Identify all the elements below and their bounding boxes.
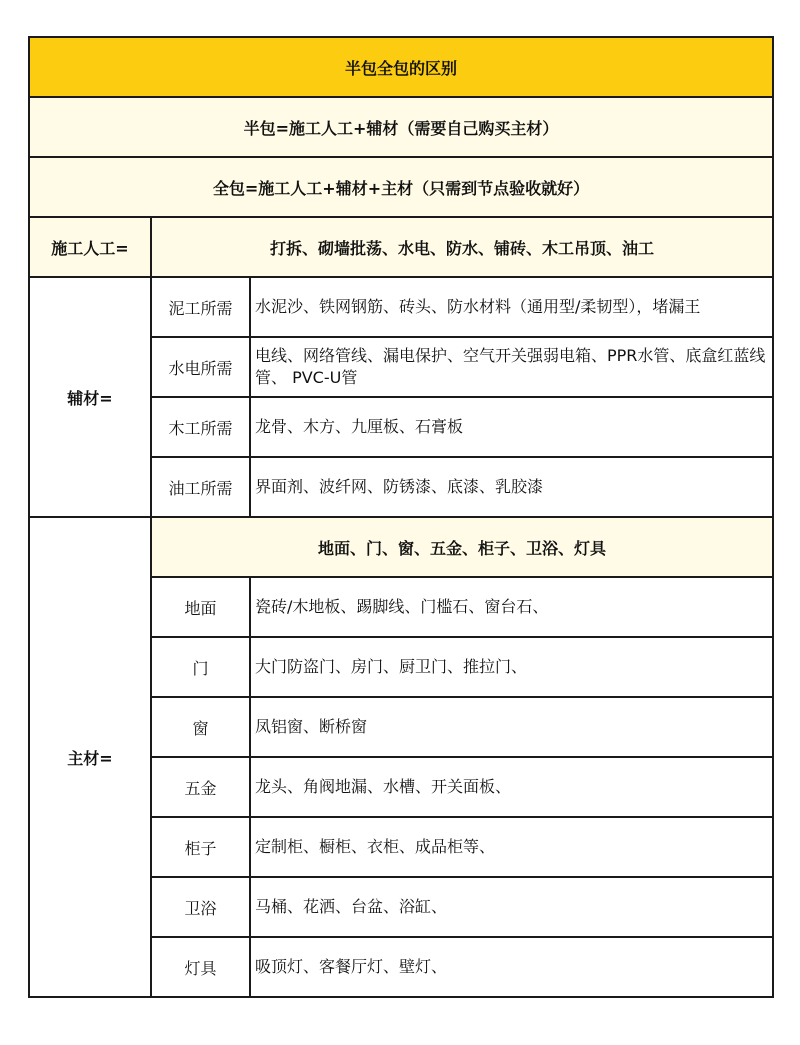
auxiliary-item-name: 木工所需 [151, 397, 250, 457]
auxiliary-item-content: 水泥沙、铁网钢筋、砖头、防水材料（通用型/柔韧型），堵漏王 [250, 277, 773, 337]
main-material-item-name: 窗 [151, 697, 250, 757]
auxiliary-row [29, 277, 773, 337]
main-material-item-content: 龙头、角阀地漏、水槽、开关面板、 [250, 757, 773, 817]
main-material-item-content: 定制柜、橱柜、衣柜、成品柜等、 [250, 817, 773, 877]
main-material-item-content: 大门防盗门、房门、厨卫门、推拉门、 [250, 637, 773, 697]
half-package-row [29, 97, 773, 157]
full-package-definition: 全包=施工人工+辅材+主材（只需到节点验收就好） [29, 157, 773, 217]
labor-label: 施工人工= [29, 217, 151, 277]
auxiliary-item-content: 龙骨、木方、九厘板、石膏板 [250, 397, 773, 457]
main-material-summary-row [29, 517, 773, 577]
comparison-table [28, 36, 774, 998]
main-material-item-name: 门 [151, 637, 250, 697]
page-title: 半包全包的区别 [29, 37, 773, 97]
auxiliary-item-content: 电线、网络管线、漏电保护、空气开关强弱电箱、PPR水管、底盒红蓝线管、 PVC-U管 [250, 337, 773, 397]
labor-content: 打拆、砌墙批荡、水电、防水、铺砖、木工吊顶、油工 [151, 217, 773, 277]
main-material-item-name: 五金 [151, 757, 250, 817]
auxiliary-item-name: 水电所需 [151, 337, 250, 397]
full-package-row [29, 157, 773, 217]
auxiliary-item-name: 泥工所需 [151, 277, 250, 337]
main-material-item-content: 马桶、花洒、台盆、浴缸、 [250, 877, 773, 937]
auxiliary-item-name: 油工所需 [151, 457, 250, 517]
auxiliary-label: 辅材= [29, 277, 151, 517]
main-material-label: 主材= [29, 517, 151, 997]
auxiliary-item-content: 界面剂、波纤网、防锈漆、底漆、乳胶漆 [250, 457, 773, 517]
main-material-item-content: 瓷砖/木地板、踢脚线、门槛石、窗台石、 [250, 577, 773, 637]
main-material-summary: 地面、门、窗、五金、柜子、卫浴、灯具 [151, 517, 773, 577]
main-material-item-content: 吸顶灯、客餐厅灯、壁灯、 [250, 937, 773, 997]
main-material-item-name: 卫浴 [151, 877, 250, 937]
half-package-definition: 半包=施工人工+辅材（需要自己购买主材） [29, 97, 773, 157]
main-material-item-content: 凤铝窗、断桥窗 [250, 697, 773, 757]
main-material-item-name: 柜子 [151, 817, 250, 877]
labor-row [29, 217, 773, 277]
title-row [29, 37, 773, 97]
main-material-item-name: 灯具 [151, 937, 250, 997]
main-material-item-name: 地面 [151, 577, 250, 637]
